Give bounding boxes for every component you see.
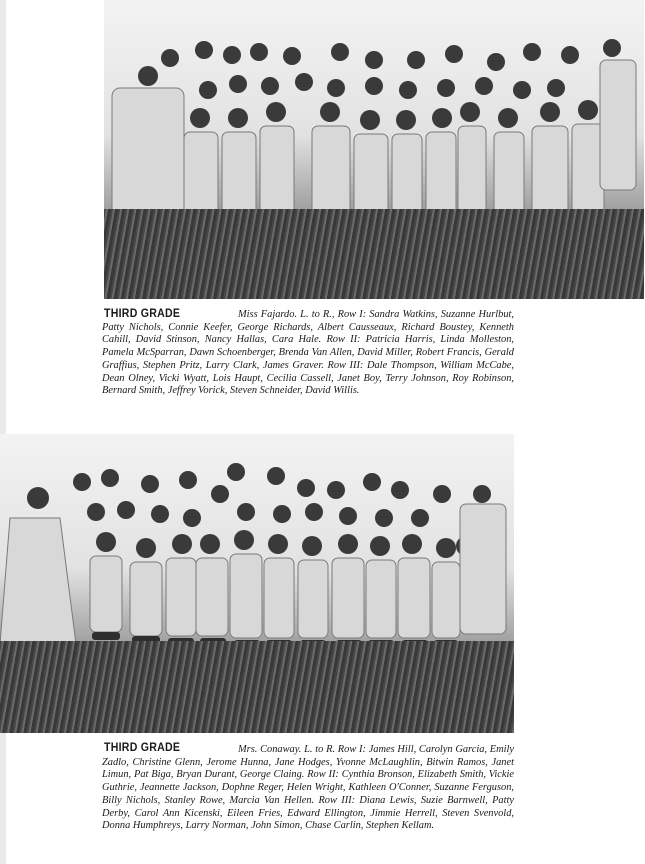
class-photo-fajardo: [104, 0, 644, 299]
grass-foreground: [104, 209, 644, 299]
photo-caption: Mrs. Conaway. L. to R. Row I: James Hill, Carolyn Garcia, Emily Zadlo, Christine Glenn, Jerome Hunna, Jane Hodges, Yvonne McLaughlin, Bitwin Ramos, Janet Limun, Pat Biga, Bryan Durant, George Claing. Row II: Cynthia Bronson, Elizabeth Smith, Vickie Guthrie, Jeannette Jackson, Dophne Reger, Helen Wright, Kathleen O'Conner, Suzanne Ferguson, Billy Nichols, Stanley Rowe, Marcia Van Hellen. Row III: Diana Lewis, Suzie Barnwell, Patty Derby, Carol Ann Kicenski, Eileen Fries, Edward Ellington, Jimmie Herrell, Steven Svenvold, Donna Humphreys, Larry Norman, John Simon, Chase Carlin, Stephen Kellam.: [102, 744, 514, 832]
photo-caption: Miss Fajardo. L. to R., Row I: Sandra Watkins, Suzanne Hurlbut, Patty Nichols, Connie Keefer, George Richards, Albert Causseaux, Richard Boustey, Kenneth Cahill, David Stinson, Nancy Hallas, Cara Hale. Row II: Patricia Harris, Linda Molleston, Pamela McSparran, Dawn Schoenberger, Brenda Van Allen, David Miller, Robert Francis, Gerald Graffius, Stephen Pritz, Larry Clark, James Graver. Row III: Dale Thompson, William McCabe, Dean Olney, Vicki Wyatt, Lois Haupt, Cecilia Cassell, Janet Boy, Terry Johnson, Roy Robinson, Bernard Smith, Jeffrey Vorick, Steven Schneider, David Willis.: [102, 309, 514, 397]
class-photo-conaway: [0, 434, 514, 733]
grass-foreground: [0, 641, 514, 733]
section-heading: THIRD GRADE: [104, 306, 181, 320]
page-edge: [0, 0, 6, 864]
section-heading: THIRD GRADE: [104, 740, 181, 754]
